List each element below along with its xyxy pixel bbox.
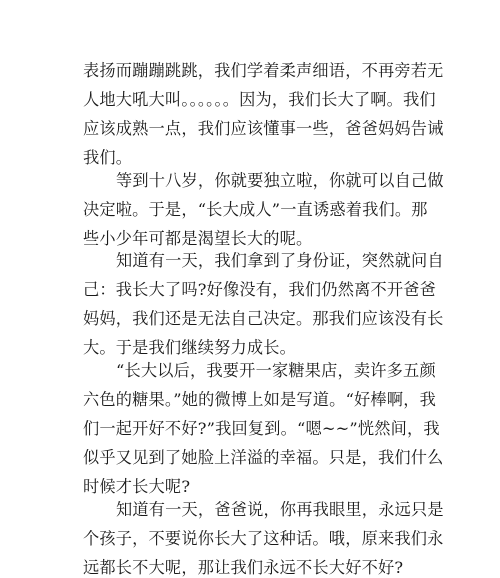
text-line: 人地大吼大叫。。。。。。因为，我们长大了啊。我们 <box>83 90 436 109</box>
text-line: 表扬而蹦蹦跳跳，我们学着柔声细语，不再旁若无 <box>83 61 444 80</box>
text-line: 决定啦。于是，“长大成人”一直诱惑着我们。那 <box>83 200 428 219</box>
text-line: 大。于是我们继续努力成长。 <box>83 338 297 357</box>
text-line: 己：我长大了吗?好像没有，我们仍然离不开爸爸 <box>83 280 437 299</box>
text-line: 我们。 <box>83 148 133 167</box>
text-line: 些小少年可都是渴望长大的呢。 <box>83 229 313 248</box>
text-line: 六色的糖果。”她的微博上如是写道。“好棒啊，我 <box>83 390 436 409</box>
text-line: “长大以后，我要开一家糖果店，卖许多五颜 <box>116 361 436 380</box>
text-line: 个孩子，不要说你长大了这种话。哦，原来我们永 <box>83 529 444 548</box>
text-line: 妈妈，我们还是无法自己决定。那我们应该没有长 <box>83 309 444 328</box>
text-line: 时候才长大呢? <box>83 477 191 496</box>
text-line: 知道有一天，我们拿到了身份证，突然就问自 <box>116 251 444 270</box>
text-line: 等到十八岁，你就要独立啦，你就可以自己做 <box>116 171 444 190</box>
text-line: 似乎又见到了她脸上洋溢的幸福。只是，我们什么 <box>83 448 444 467</box>
text-line: 们一起开好不好?”我回复到。“嗯~~”恍然间，我 <box>83 419 440 438</box>
text-line: 应该成熟一点，我们应该懂事一些，爸爸妈妈告诫 <box>83 119 444 138</box>
text-line: 远都长不大呢，那让我们永远不长大好不好? <box>83 558 404 577</box>
text-line: 知道有一天，爸爸说，你再我眼里，永远只是 <box>116 500 444 519</box>
